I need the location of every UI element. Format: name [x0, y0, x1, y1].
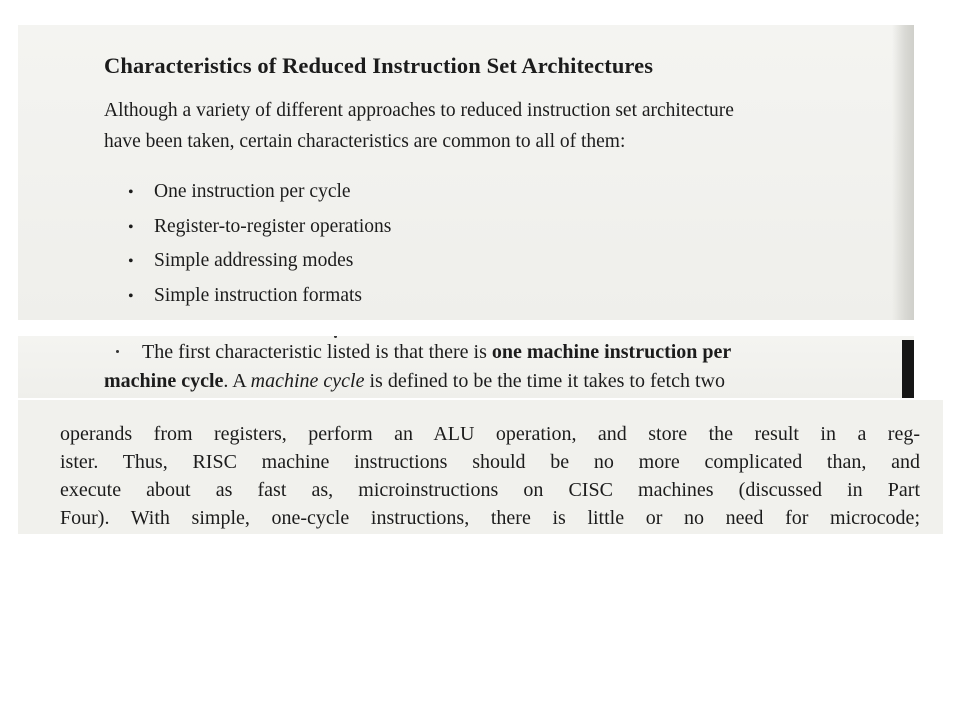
paragraph-line: execute about as fast as, microinstructions on CISC machines (discussed in Part: [60, 479, 920, 501]
list-item-text: Simple addressing modes: [154, 250, 354, 271]
bold-phrase: machine cycle: [104, 370, 224, 392]
page-gutter-shadow: [892, 25, 914, 320]
section-heading: Characteristics of Reduced Instruction Set Architectures: [104, 53, 654, 78]
scan-excerpt-continuation: [18, 400, 943, 534]
bullet-icon: •: [128, 287, 134, 305]
intro-line: have been taken, certain characteristics are common to all of them:: [104, 131, 626, 152]
page-edge-shadow: [902, 340, 914, 398]
list-item: [128, 279, 391, 314]
bullet-icon: •: [128, 184, 134, 201]
list-item: [128, 244, 391, 279]
paragraph-line: operands from registers, perform an ALU operation, and store the result in a reg-: [60, 423, 920, 445]
scan-excerpt-characteristics: [18, 25, 914, 320]
list-item-text: One instruction per cycle: [154, 181, 351, 202]
bold-phrase: one machine instruction per: [491, 341, 732, 363]
paragraph-line: Four). With simple, one-cycle instructions, there is little or no need for microcode;: [60, 507, 920, 529]
list-item: [128, 210, 391, 245]
first-characteristic-paragraph: [106, 338, 896, 396]
continuation-paragraph: [60, 420, 920, 532]
lead-text: The first characteristic listed is that there is: [142, 341, 492, 363]
mid-text: . A: [223, 370, 251, 392]
italic-term: machine cycle: [250, 370, 365, 392]
tail-text: is defined to be the time it takes to fetch two: [364, 370, 725, 392]
list-item-text: Register-to-register operations: [154, 215, 392, 237]
list-item-text: Simple instruction formats: [154, 284, 362, 306]
paragraph-line: [106, 338, 896, 367]
intro-paragraph: [104, 95, 904, 157]
list-item: [128, 175, 391, 210]
intro-line: Although a variety of different approaches to reduced instruction set architecture: [104, 100, 734, 121]
paragraph-line: ister. Thus, RISC machine instructions should be no more complicated than, and: [60, 451, 920, 473]
bullet-icon: •: [128, 253, 134, 270]
characteristics-list: [128, 175, 391, 313]
bullet-icon: •: [128, 218, 134, 236]
paragraph-line: [104, 367, 896, 396]
scan-excerpt-first-characteristic: [18, 336, 914, 398]
